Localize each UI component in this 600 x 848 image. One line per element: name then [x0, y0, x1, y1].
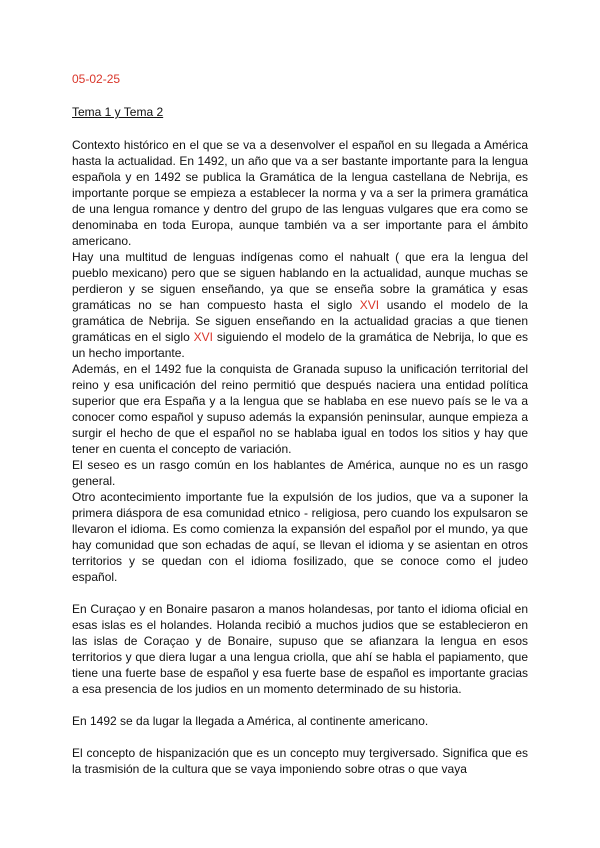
paragraph-curacao: En Curaçao y en Bonaire pasaron a manos holandesas, por tanto el idioma oficial en esas islas es el holandes. Holanda recibió a muchos judios que se establecieron en las islas de Coraçao y de Bonaire, supuso que se afianzara la lengua en esos territorios y que diera lugar a una lengua criolla, que ahí se habla el papiamento, que tiene una fuerte base de español y esa fuerte base de español es importante gracias a esa presencia de los judios en un momento determinado de su historia.	[72, 602, 528, 696]
paragraph-hispanization: El concepto de hispanización que es un concepto muy tergiversado. Significa que es la trasmisión de la cultura que se vaya imponiendo sobre otras o que vaya	[72, 746, 528, 776]
date-heading: 05-02-25	[72, 72, 121, 86]
century-marker: XVI	[193, 330, 213, 344]
paragraph-arrival: En 1492 se da lugar la llegada a América, al continente americano.	[72, 714, 429, 728]
document-body	[72, 137, 528, 777]
paragraph-granada: Además, en el 1492 fue la conquista de Granada supuso la unificación territorial del reino y esa unificación del reino permitió que después naciera una entidad política superior que era España y a la lengua que se hablaba en ese nuevo país se le va a conocer como español y supuso además la expansión peninsular, aunque empieza a surgir el hecho de que el español no se hablaba igual en todos los sitios y hay que tener en cuenta el concepto de variación.	[72, 362, 528, 456]
paragraph-seseo: El seseo es un rasgo común en los hablantes de América, aunque no es un rasgo general.	[72, 458, 528, 488]
paragraph-context: Contexto histórico en el que se va a desenvolver el español en su llegada a América hasta la actualidad. En 1492, un año que va a ser bastante importante para la lengua española y en 1492 se publica la Gramática de la lengua castellana de Nebrija, es importante porque se empieza a establecer la norma y va a ser la primera gramática de una lengua romance y dentro del grupo de las lenguas vulgares que era como se denominaba en toda Europa, aunque también va a ser importante para el ámbito americano.	[72, 138, 528, 248]
topic-heading: Tema 1 y Tema 2	[72, 105, 164, 119]
paragraph-expulsion: Otro acontecimiento importante fue la expulsión de los judios, que va a suponer la primera diáspora de esa comunidad etnico - religiosa, pero cuando los expulsaron se llevaron el idioma. Es como comienza la expansión del español por el mundo, ya que hay comunidad que son echadas de aquí, se llevan el idioma y se asientan en otros territorios y se quedan con el idioma fosilizado, que se conoce como el judeo español.	[72, 490, 528, 584]
paragraph-indigenous-languages: Hay una multitud de lenguas indígenas como el nahualt ( que era la lengua del pueblo mexicano) pero que se siguen hablando en la actualidad, aunque muchas se perdieron y se siguen enseñando, ya que se enseña sobre la gramática y esas gramáticas no se han compuesto hasta el siglo XVI usando el modelo de la gramática de Nebrija. Se siguen enseñando en la actualidad gracias a que tienen gramáticas en el siglo XVI siguiendo el modelo de la gramática de Nebrija, lo que es un hecho importante.	[72, 250, 529, 360]
century-marker: XVI	[359, 298, 380, 312]
